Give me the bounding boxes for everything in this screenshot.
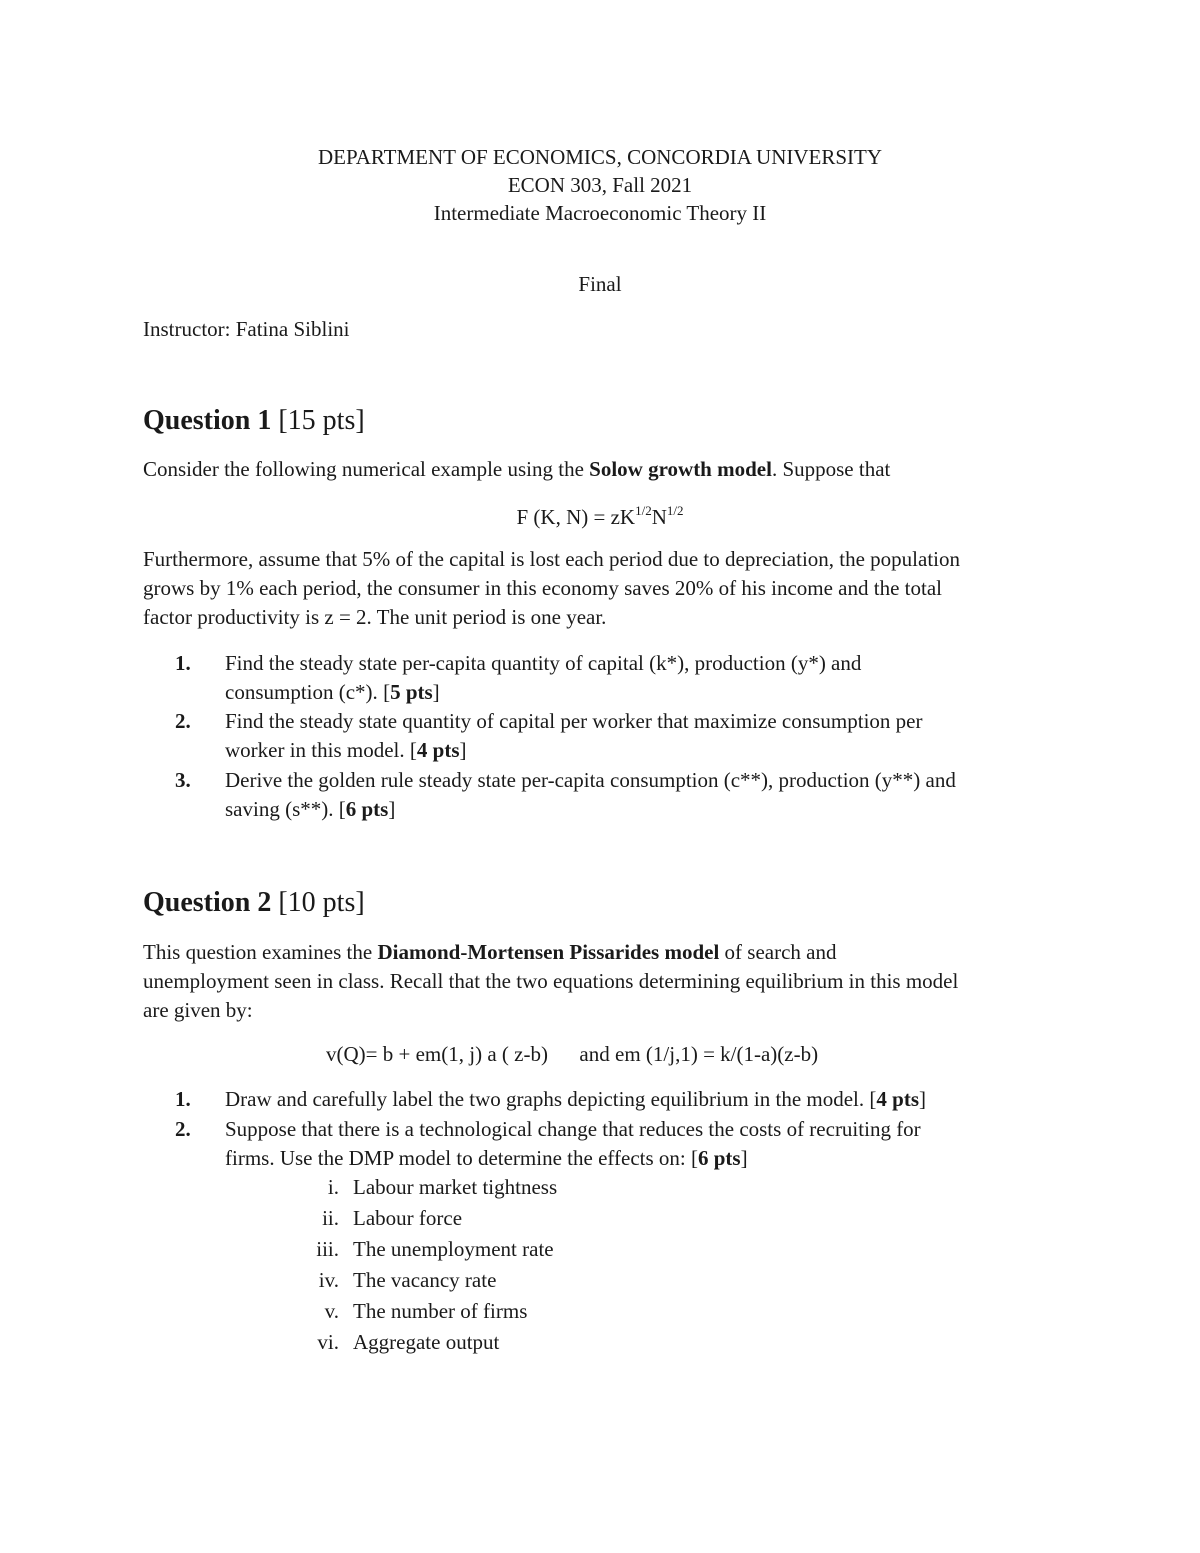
question-2-item-text	[225, 1145, 748, 1171]
subitem-number: iii.	[316, 1237, 339, 1261]
subitem-number: vi.	[317, 1330, 339, 1354]
intro-text: Consider the following numerical example using the	[143, 457, 590, 481]
question-2-item-number: 1.	[175, 1087, 191, 1111]
question-2-title: Question 2	[143, 887, 272, 918]
question-1-title: Question 1	[143, 405, 272, 436]
question-1-item-text: Find the steady state quantity of capital per worker that maximize consumption per	[225, 709, 923, 733]
intro-text-end: of search and	[719, 940, 837, 964]
bracket: [	[338, 797, 346, 821]
bracket: ]	[740, 1146, 748, 1170]
bracket: ]	[432, 680, 440, 704]
subitem-text: Labour market tightness	[353, 1175, 558, 1199]
item-points: 4 pts	[876, 1087, 920, 1111]
subitem-text: Aggregate output	[353, 1330, 500, 1354]
formula-lhs: F (K, N) = zK	[516, 505, 636, 529]
production-function	[0, 504, 1200, 530]
subitem-number: iv.	[318, 1268, 339, 1292]
intro-model-name: Solow growth model	[589, 457, 772, 481]
item-text: consumption (c*).	[225, 680, 384, 704]
question-1-item-text: Derive the golden rule steady state per-capita consumption (c**), production (y**) and	[225, 768, 956, 792]
question-1-paragraph-line: factor productivity is z = 2. The unit period is one year.	[143, 605, 607, 629]
course-code: ECON 303, Fall 2021	[507, 173, 693, 197]
exam-type: Final	[578, 272, 622, 296]
question-1-item-number: 3.	[175, 768, 191, 792]
intro-text: This question examines the	[143, 940, 378, 964]
question-1-item-text	[225, 796, 395, 822]
subitem-number: ii.	[322, 1206, 339, 1230]
course-title: Intermediate Macroeconomic Theory II	[433, 201, 767, 225]
bracket: ]	[919, 1087, 927, 1111]
question-2-intro	[143, 939, 837, 965]
question-1-item-text	[225, 737, 467, 763]
subitem-text: The number of firms	[353, 1299, 528, 1323]
question-1-points: [15 pts]	[278, 405, 365, 436]
item-text: firms. Use the DMP model to determine the effects on:	[225, 1146, 691, 1170]
equilibrium-equations: v(Q)= b + em(1, j) a ( z-b) and em (1/j,1) = k/(1-a)(z-b)	[326, 1042, 819, 1066]
formula-n: N	[651, 505, 667, 529]
item-text: saving (s**).	[225, 797, 339, 821]
question-1-intro	[143, 456, 890, 482]
question-1-item-number: 2.	[175, 709, 191, 733]
question-2-item-text: Suppose that there is a technological change that reduces the costs of recruiting for	[225, 1117, 921, 1141]
bracket: [	[690, 1146, 698, 1170]
item-points: 4 pts	[416, 738, 460, 762]
question-1-item-text	[225, 679, 440, 705]
question-2-points: [10 pts]	[278, 887, 365, 918]
formula-exponent-n: 1/2	[666, 503, 684, 518]
question-2-intro-line: unemployment seen in class. Recall that the two equations determining equilibrium in this model	[143, 969, 959, 993]
item-text: Draw and carefully label the two graphs depicting equilibrium in the model.	[225, 1087, 870, 1111]
question-1-item-text: Find the steady state per-capita quantity of capital (k*), production (y*) and	[225, 651, 862, 675]
question-1-paragraph-line: grows by 1% each period, the consumer in this economy saves 20% of his income and the total	[143, 576, 942, 600]
instructor-line: Instructor: Fatina Siblini	[143, 317, 350, 341]
item-text: worker in this model.	[225, 738, 410, 762]
bracket: [	[409, 738, 417, 762]
subitem-text: Labour force	[353, 1206, 463, 1230]
question-2-heading	[143, 886, 365, 920]
bracket: [	[869, 1087, 877, 1111]
item-points: 5 pts	[390, 680, 433, 704]
question-1-item-number: 1.	[175, 651, 191, 675]
subitem-number: i.	[327, 1175, 339, 1199]
bracket: ]	[388, 797, 396, 821]
item-points: 6 pts	[345, 797, 389, 821]
bracket: ]	[459, 738, 467, 762]
question-2-item-text	[225, 1086, 926, 1112]
question-1-paragraph-line: Furthermore, assume that 5% of the capital is lost each period due to depreciation, the population	[143, 547, 961, 571]
question-2-item-number: 2.	[175, 1117, 191, 1141]
bracket: [	[383, 680, 391, 704]
intro-text-end: . Suppose that	[771, 457, 891, 481]
question-1-heading	[143, 404, 365, 438]
department-title: DEPARTMENT OF ECONOMICS, CONCORDIA UNIVERSITY	[317, 145, 883, 169]
item-points: 6 pts	[697, 1146, 741, 1170]
question-2-intro-line: are given by:	[143, 998, 253, 1022]
formula-exponent-k: 1/2	[635, 503, 652, 518]
subitem-text: The unemployment rate	[353, 1237, 554, 1261]
subitem-text: The vacancy rate	[353, 1268, 497, 1292]
subitem-number: v.	[324, 1299, 339, 1323]
intro-model-name: Diamond-Mortensen Pissarides model	[377, 940, 720, 964]
